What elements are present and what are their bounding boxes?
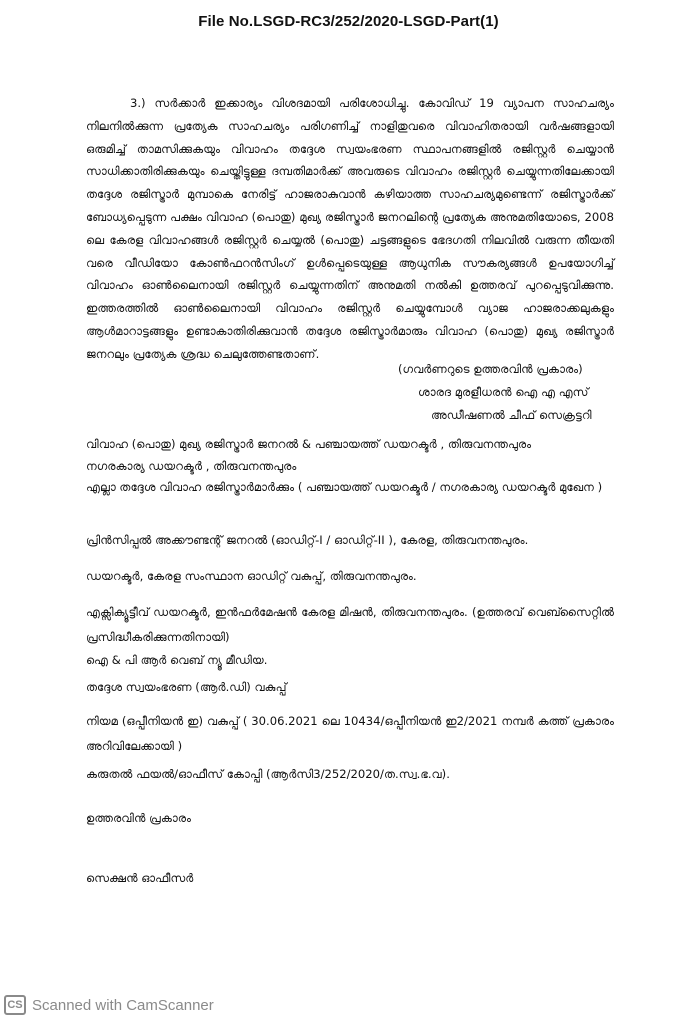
- camscanner-text: Scanned with CamScanner: [32, 996, 214, 1014]
- recipient-item: ഐ & പി ആർ വെബ് ന്യൂ മീഡിയ.: [86, 653, 268, 667]
- recipient-item: നഗരകാര്യ ഡയറക്ടർ , തിരുവനന്തപുരം: [86, 459, 297, 473]
- recipient-item: വിവാഹ (പൊതു) മുഖ്യ രജിസ്ട്രാർ ജനറൽ & പഞ്ചായത്ത് ഡയറക്ടർ , തിരുവനന്തപുരം: [86, 437, 532, 451]
- order-paragraph: [86, 92, 614, 366]
- by-order-of-governor: (ഗവർണറുടെ ഉത്തരവിൻ പ്രകാരം): [398, 362, 583, 376]
- recipient-item: തദ്ദേശ സ്വയംഭരണ (ആർ.ഡി) വകുപ്പ്: [86, 680, 287, 694]
- file-number-header: File No.LSGD-RC3/252/2020-LSGD-Part(1): [198, 13, 499, 30]
- recipient-item: കരുതൽ ഫയൽ/ഓഫീസ് കോപ്പി (ആർസി3/252/2020/ത.സ്വ.ഭ.വ).: [86, 767, 450, 781]
- camscanner-watermark: [4, 994, 214, 1016]
- recipient-item: എക്സിക്യൂട്ടീവ് ഡയറക്ടർ, ഇൻഫർമേഷൻ കേരള മിഷൻ, തിരുവനന്തപുരം. (ഉത്തരവ് വെബ്സൈറ്റിൽ പ്രസിദ്ധീകരിക്കുന്നതിനായി): [86, 605, 614, 644]
- recipient-item: ഡയറക്ടർ, കേരള സംസ്ഥാന ഓഡിറ്റ് വകുപ്പ്, തിരുവനന്തപുരം.: [86, 569, 417, 583]
- signatory-name: ശാരദ മുരളീധരൻ ഐ എ എസ്: [418, 385, 589, 399]
- signatory-designation: അഡീഷണൽ ചീഫ് സെക്രട്ടറി: [431, 408, 592, 422]
- closing-by-order: ഉത്തരവിൻ പ്രകാരം: [86, 811, 191, 825]
- camscanner-logo-icon: CS: [4, 995, 26, 1015]
- section-officer: സെക്ഷൻ ഓഫീസർ: [86, 871, 194, 885]
- order-paragraph-text: 3.) സർക്കാർ ഇക്കാര്യം വിശദമായി പരിശോധിച്ചു. കോവിഡ് 19 വ്യാപന സാഹചര്യം നിലനിൽക്കുന്ന പ്രത്യേക സാഹചര്യം പരിഗണിച്ച് നാളിതുവരെ വിവാഹിതരായി വർഷങ്ങളായി ഒരുമിച്ച് താമസിക്കുകയും വിവാഹം തദ്ദേശ സ്വയംഭരണ സ്ഥാപനങ്ങളിൽ രജിസ്റ്റർ ചെയ്യാൻ സാധിക്കാതിരിക്കുകയും ചെയ്തിട്ടുള്ള ദമ്പതിമാർക്ക് അവരുടെ വിവാഹം രജിസ്റ്റർ ചെയ്യുന്നതിലേക്കായി തദ്ദേശ രജിസ്ട്രാർ മുമ്പാകെ നേരിട്ട് ഹാജരാകുവാൻ കഴിയാത്ത സാഹചര്യമുണ്ടെന്ന് രജിസ്ട്രാർക്ക് ബോധ്യപ്പെടുന്ന പക്ഷം വിവാഹ (പൊതു) മുഖ്യ രജിസ്ട്രാർ ജനറലിന്റെ പ്രത്യേക അനുമതിയോടെ, 2008 ലെ കേരള വിവാഹങ്ങൾ രജിസ്റ്റർ ചെയ്യൽ (പൊതു) ചട്ടങ്ങളുടെ ഭേദഗതി നിലവിൽ വരുന്ന തീയതി വരെ വീഡിയോ കോൺഫറൻസിംഗ് ഉൾപ്പെടെയുള്ള ആധുനിക സൗകര്യങ്ങൾ ഉപയോഗിച്ച് വിവാഹം ഓൺലൈനായി രജിസ്റ്റർ ചെയ്യുന്നതിന് അനുമതി നൽകി ഉത്തരവ് പുറപ്പെടുവിക്കുന്നു. ഇത്തരത്തിൽ ഓൺലൈനായി വിവാഹം രജിസ്റ്റർ ചെയ്യുമ്പോൾ വ്യാജ ഹാജരാക്കലുകളും ആൾമാറാട്ടങ്ങളും ഉണ്ടാകാതിരിക്കുവാൻ തദ്ദേശ രജിസ്ട്രാർമാരും വിവാഹ (പൊതു) മുഖ്യ രജിസ്ട്രാർ ജനറലും പ്രത്യേക ശ്രദ്ധ ചെലുത്തേണ്ടതാണ്.: [86, 96, 614, 361]
- recipient-item: പ്രിൻസിപ്പൽ അക്കൗണ്ടന്റ് ജനറൽ (ഓഡിറ്റ്-I / ഓഡിറ്റ്-II ), കേരള, തിരുവനന്തപുരം.: [86, 533, 529, 547]
- recipient-item: നിയമ (ഒപ്പീനിയൻ ഇ) വകുപ്പ് ( 30.06.2021 ലെ 10434/ഒപ്പീനിയൻ ഇ2/2021 നമ്പർ കത്ത് പ്രകാരം അറിവിലേക്കായി ): [86, 714, 614, 753]
- recipient-item: എല്ലാ തദ്ദേശ വിവാഹ രജിസ്ട്രാർമാർക്കും ( പഞ്ചായത്ത് ഡയറക്ടർ / നഗരകാര്യ ഡയറക്ടർ മുഖേന ): [86, 480, 603, 494]
